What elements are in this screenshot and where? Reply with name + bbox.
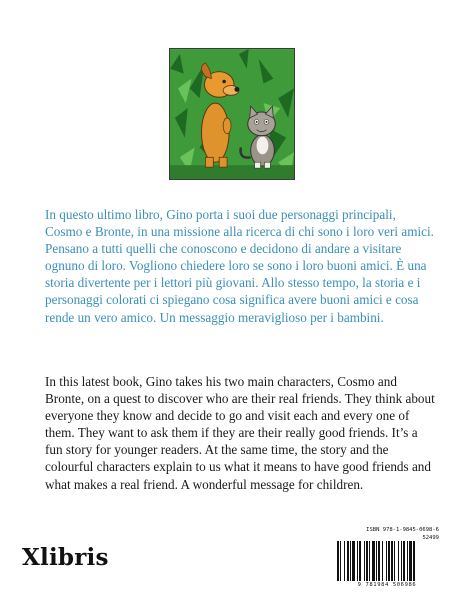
cover-illustration — [169, 48, 295, 180]
price-code: 52499 — [422, 535, 439, 541]
blurb-italian: In questo ultimo libro, Gino porta i suoi due personaggi principali, Cosmo e Bronte, in una missione alla ricerca di chi sono i loro veri amici. Pensano a tutti quelli che conoscono e decidono di andare a visitare ognuno di loro. Vogliono chiedere loro se sono i loro buoni amici. È una storia divertente per i lettori più giovani. Allo stesso tempo, la storia e i personaggi colorati ci spiegano cosa significa avere buoni amici e cosa rende un vero amico. Un messaggio meraviglioso per i bambini. — [45, 207, 434, 325]
isbn-number: ISBN 978-1-9845-0698-6 — [366, 527, 439, 533]
publisher-logo: Xlibris — [22, 544, 109, 571]
blurb-english: In this latest book, Gino takes his two main characters, Cosmo and Bronte, on a quest to discover who are their real friends. They think about everyone they know and decide to go and visit each and every one of them. They want to ask them if they are their really good friends. It’s a fun story for younger readers. At the same time, the story and the colourful characters explain to us what it means to have good friends and what makes a real friend. A wonderful message for children. — [45, 374, 435, 492]
barcode-digits: 9 781984 506986 — [357, 582, 417, 588]
isbn-barcode — [333, 527, 441, 591]
barcode-bars — [337, 541, 437, 581]
